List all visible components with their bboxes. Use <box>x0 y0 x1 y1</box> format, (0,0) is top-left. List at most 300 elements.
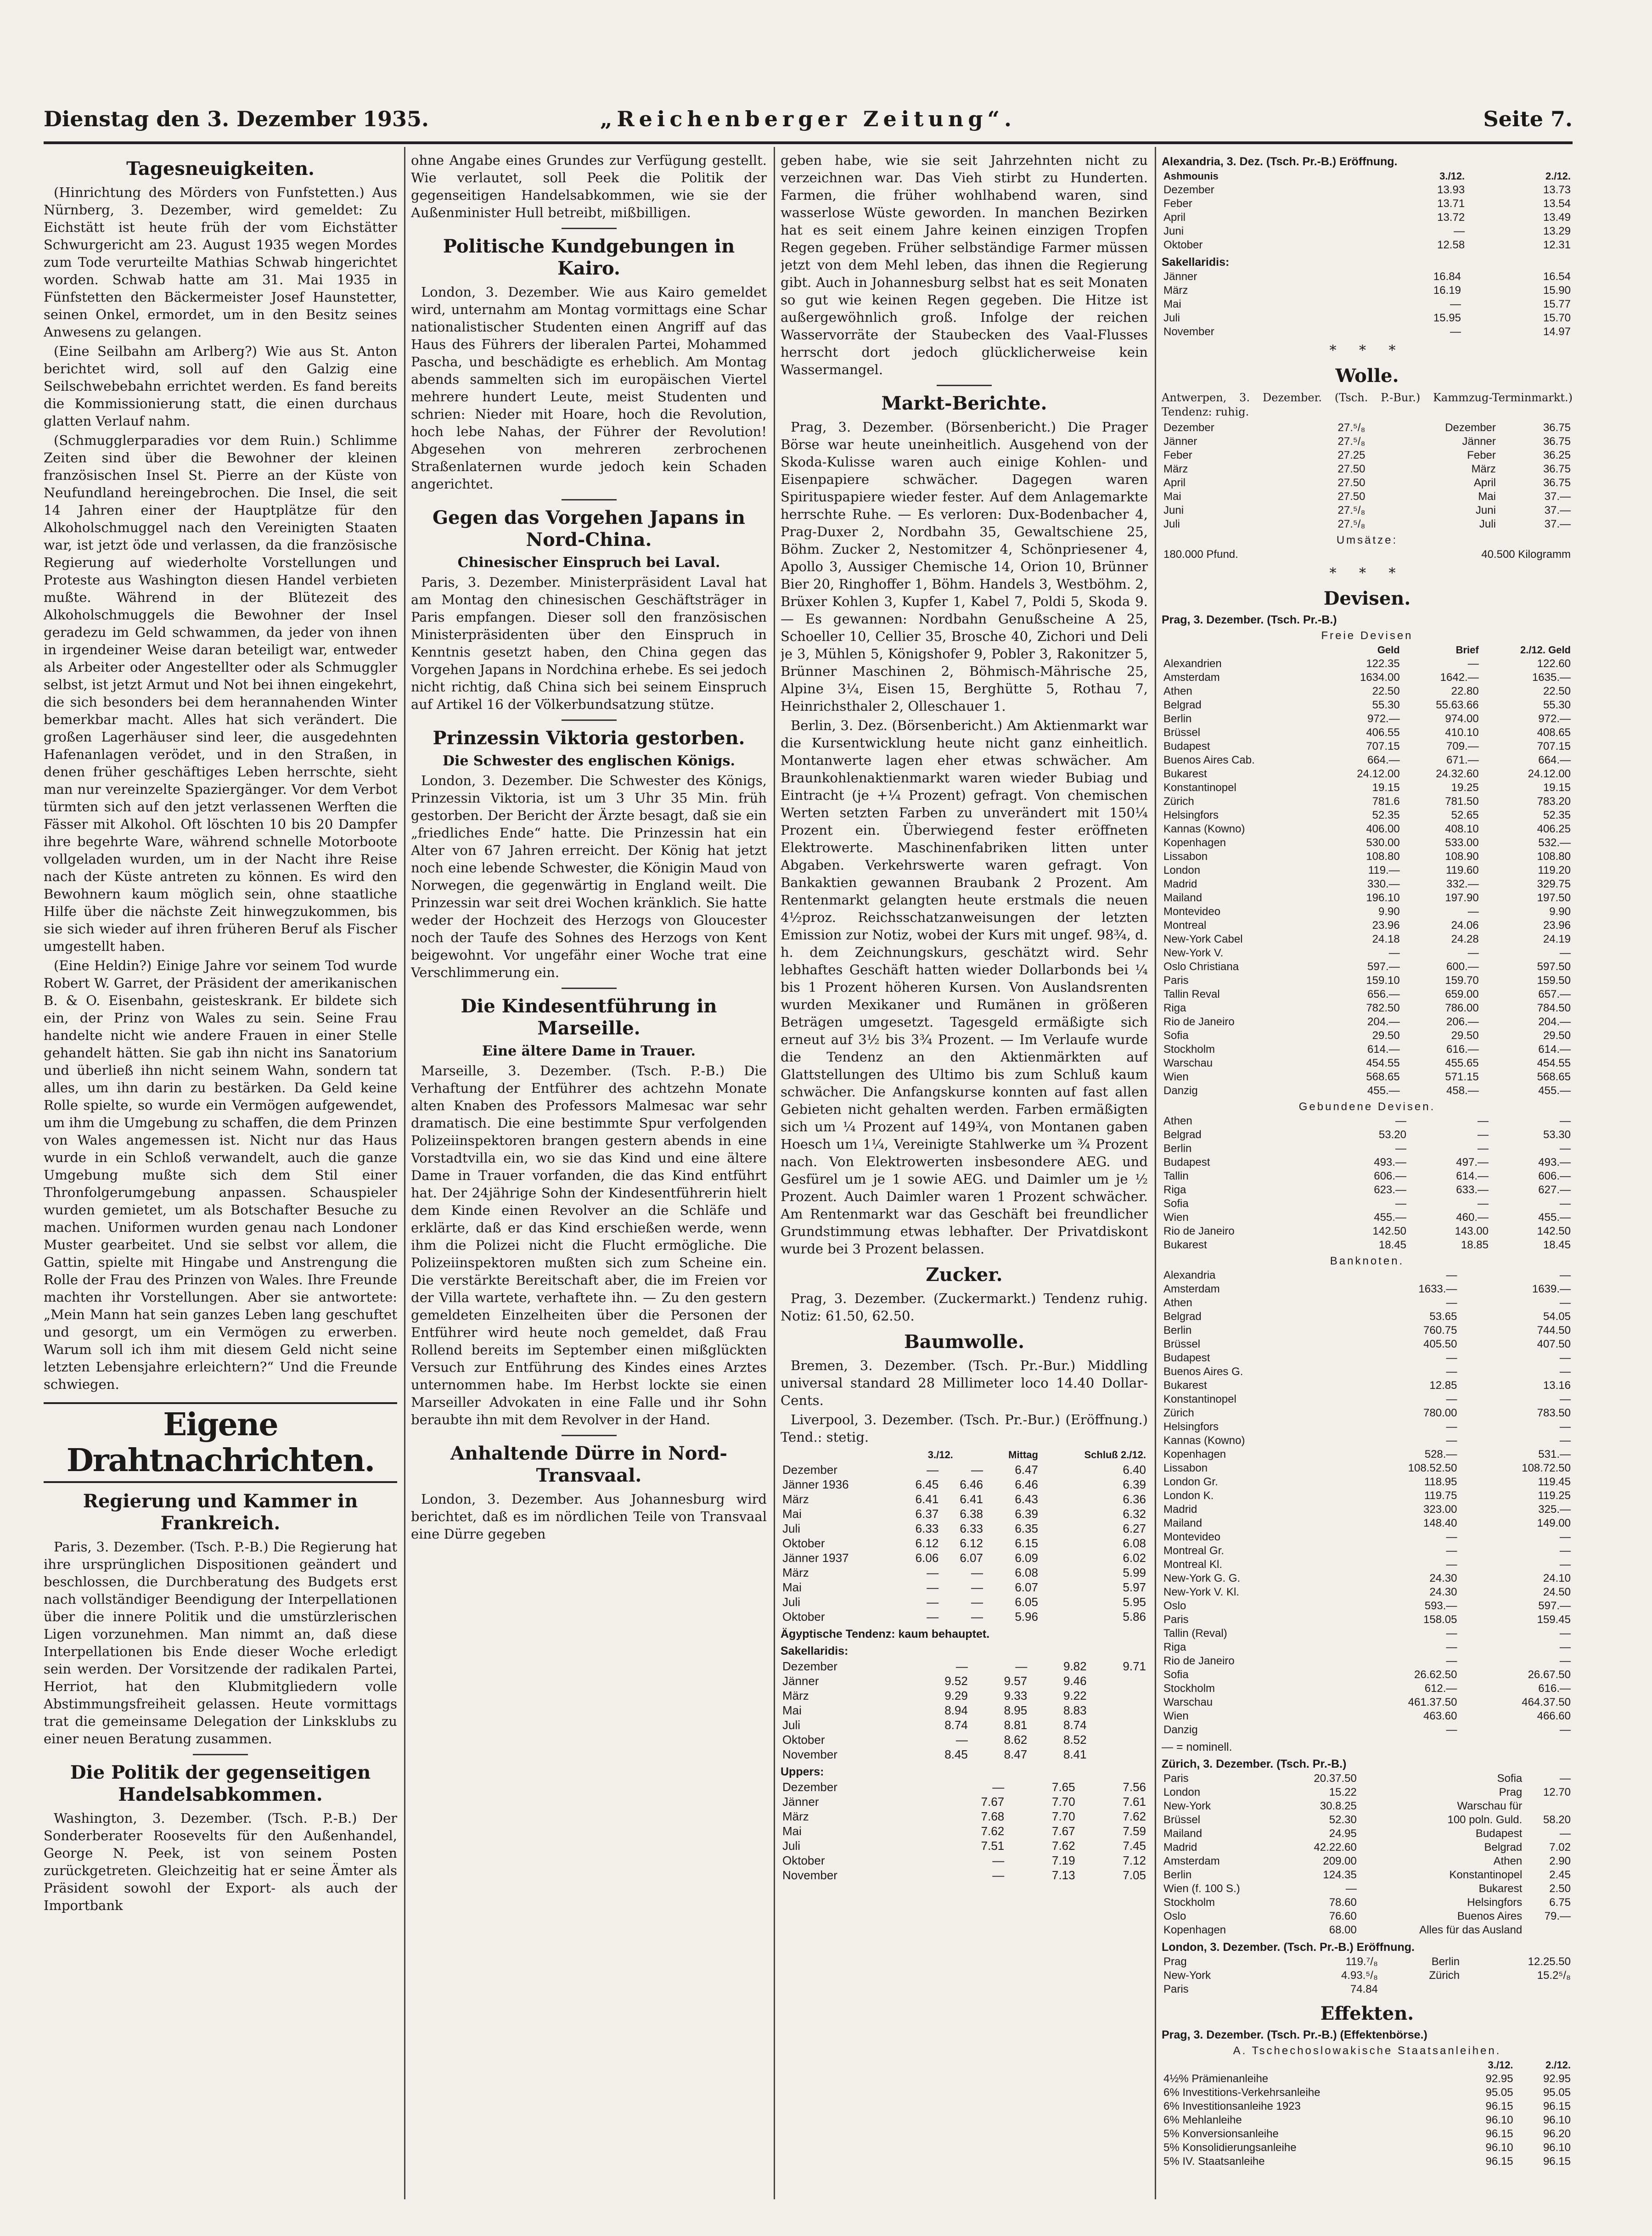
table-row <box>1162 311 1573 325</box>
table-row <box>1162 1056 1573 1070</box>
market-report: Antwerpen, 3. Dezember. (Tsch. P.-Bur.) Kammzug-Terminmarkt.) Tendenz: ruhig. <box>1162 391 1573 418</box>
table-cell: 8.95 <box>1004 1703 1028 1717</box>
table-cell: 7.67 <box>981 1795 1005 1809</box>
table-cell: 460.— <box>1456 1211 1489 1224</box>
table-cell: — <box>1560 1827 1571 1840</box>
table-row <box>1162 1461 1573 1475</box>
row-label: März <box>782 1809 809 1823</box>
table-row <box>1162 1654 1573 1668</box>
table-subheading: Uppers: <box>781 1765 824 1778</box>
table-cell: 597.— <box>1538 1600 1571 1612</box>
table-cell: 7.68 <box>981 1809 1005 1823</box>
table-cell: 52.35 <box>1372 809 1400 821</box>
table-row <box>1162 1882 1573 1896</box>
row-label: Danzig <box>1163 1724 1198 1736</box>
table-cell: — <box>1395 1197 1406 1210</box>
row-label: Konstantinopel <box>1163 1393 1236 1405</box>
table-cell: 26.67.50 <box>1528 1669 1571 1681</box>
article-headline: Anhaltende Dürre in Nord-Transvaal. <box>450 1443 728 1486</box>
table-row <box>1162 1084 1573 1098</box>
table-cell: 22.50 <box>1543 685 1571 697</box>
table-row <box>1162 726 1573 740</box>
row-label: Zürich <box>1163 1407 1194 1419</box>
row-label: Dezember <box>1163 184 1214 196</box>
table-cell: 407.50 <box>1537 1338 1571 1350</box>
row-label: Oktober <box>782 1610 825 1624</box>
table-cell: 780.00 <box>1423 1407 1457 1419</box>
row-label: Montevideo <box>1163 1531 1221 1543</box>
table-row <box>1162 1599 1573 1613</box>
table-cell: 7.02 <box>1549 1841 1571 1854</box>
table-cell: 24.30 <box>1429 1572 1457 1584</box>
table-cell: 9.46 <box>1063 1674 1087 1688</box>
table-cell: — <box>1560 947 1571 959</box>
table-cell: 8.41 <box>1063 1747 1087 1761</box>
table-cell: 6.37 <box>915 1507 939 1521</box>
table-row <box>1162 1197 1573 1211</box>
table-cell: 76.60 <box>1329 1910 1357 1922</box>
table-cell: 196.10 <box>1366 892 1400 904</box>
table-cell: 528.— <box>1424 1448 1457 1461</box>
market-report: Prag, 3. Dezember. (Zuckermarkt.) Tendenz ruhig. Notiz: 61.50, 62.50. <box>781 1291 1148 1324</box>
table-cell: 454.55 <box>1537 1057 1571 1069</box>
table-cell: 158.05 <box>1423 1613 1457 1626</box>
table-row <box>781 1824 1148 1838</box>
row-label: Belgrad <box>1163 1129 1202 1141</box>
table-cell: 6.07 <box>1015 1580 1038 1594</box>
table-row <box>781 1780 1148 1794</box>
table-cell: 623.— <box>1374 1184 1406 1196</box>
table-cell: 5.96 <box>1015 1610 1038 1624</box>
table-cell: 455.65 <box>1445 1057 1479 1069</box>
table-cell: 325.— <box>1538 1503 1571 1516</box>
table-cell: 30.8.25 <box>1320 1800 1357 1812</box>
table-cell: 614.— <box>1456 1170 1489 1182</box>
table-cell: — <box>1560 1724 1571 1736</box>
table-cell: 13.93 <box>1437 184 1465 196</box>
page-header <box>44 107 1573 139</box>
row-label: Sofia <box>1163 1669 1189 1681</box>
table-cell: 466.60 <box>1537 1710 1571 1722</box>
row-label: London <box>1163 864 1201 876</box>
row-label: Budapest <box>1163 1156 1210 1169</box>
table-row <box>1162 1969 1573 1983</box>
table-cell: 18.45 <box>1543 1239 1571 1251</box>
table-cell: 8.45 <box>944 1747 968 1761</box>
column-header: 2./12. <box>1545 2059 1571 2071</box>
table-cell: 27.⁵/₈ <box>1337 518 1365 530</box>
row-label: Kopenhagen <box>1163 837 1226 849</box>
table-row <box>1162 1156 1573 1169</box>
table-cell: 79.— <box>1544 1910 1571 1922</box>
table-cell: — <box>1446 1393 1457 1405</box>
table-cell: 92.95 <box>1543 2073 1571 2085</box>
table-cell: 119.⁷/₈ <box>1345 1955 1378 1968</box>
table-row <box>1162 1310 1573 1324</box>
table-row <box>1162 1029 1573 1043</box>
table-cell: 5.99 <box>1123 1566 1146 1579</box>
table-cell: 1639.— <box>1532 1283 1571 1295</box>
table-row <box>1162 517 1573 531</box>
row-label: Oktober <box>782 1854 825 1867</box>
table-cell: 16.84 <box>1433 270 1461 283</box>
table-row <box>1162 2155 1573 2169</box>
table-cell: 616.— <box>1538 1682 1571 1695</box>
article-paragraph: geben habe, wie sie seit Jahrzehnten nicht zu verzeichnen war. Das Vieh stirbt zu Hunderten. Farmen, die früher wohlhabend waren, sind wasserlose Wüste geworden. In manchen Bezirken hat es seit einem Jahre keinen einzigen Tropfen Regen gegeben. Früher selbständige Farmer müssen jetzt von dem Mehl leben, das ihnen die Regierung gibt. Auch in Johannesburg selbst hat es seit Monaten so gut wie keinen Regen gegeben. Die Hitze ist außergewöhnlich groß. Infolge der reichen Wasservorräte der Staubecken des Vaal-Flusses herrscht dort jedoch glücklicherweise kein Wassermangel. <box>781 152 1148 377</box>
table-cell: 627.— <box>1538 1184 1571 1196</box>
table-cell: 96.20 <box>1543 2128 1571 2140</box>
table-cell: 29.50 <box>1543 1029 1571 1042</box>
table-cell: 7.59 <box>1123 1824 1146 1838</box>
table-cell: 786.00 <box>1445 1002 1479 1014</box>
divider <box>937 385 992 386</box>
table-cell: 7.62 <box>1052 1839 1075 1853</box>
table-cell: 55.63.66 <box>1436 699 1479 711</box>
table-cell: 4.93.⁵/₈ <box>1341 1969 1378 1982</box>
table-cell: 96.10 <box>1485 2114 1513 2126</box>
table-cell: 532.— <box>1538 837 1571 849</box>
table-cell: 9.82 <box>1063 1659 1087 1673</box>
table-cell: Feber <box>1467 449 1496 461</box>
row-label: Mai <box>782 1824 802 1838</box>
row-label: Buenos Aires Cab. <box>1163 754 1255 766</box>
table-cell: 68.00 <box>1329 1924 1357 1936</box>
table-row <box>1162 1896 1573 1910</box>
wolle-table <box>1162 421 1573 531</box>
table-cell: 612.— <box>1424 1682 1457 1695</box>
table-cell: — <box>1560 1531 1571 1543</box>
table-cell: 455.— <box>1374 1211 1406 1224</box>
row-label: Jänner <box>782 1795 819 1809</box>
row-label: Oktober <box>1163 239 1203 251</box>
table-row <box>781 1506 1148 1521</box>
table-header-row <box>781 1448 1148 1462</box>
table-cell: 27.⁵/₈ <box>1337 435 1365 448</box>
table-cell: 24.30 <box>1429 1586 1457 1598</box>
table-cell: — <box>1467 947 1479 959</box>
section-heading: Tagesneuigkeiten. <box>126 158 315 180</box>
table-cell: 332.— <box>1446 878 1479 890</box>
table-cell: 6.46 <box>1015 1478 1038 1491</box>
table-row <box>1162 1043 1573 1056</box>
table-cell: — <box>992 1854 1005 1867</box>
row-label: Madrid <box>1163 1841 1197 1854</box>
table-cell: 24.32.60 <box>1436 768 1479 780</box>
table-cell: Budapest <box>1475 1827 1523 1840</box>
divider <box>193 1754 248 1755</box>
table-row <box>1162 864 1573 877</box>
table-cell: — <box>1560 1142 1571 1155</box>
table-row <box>1162 781 1573 795</box>
table-cell: 7.61 <box>1123 1795 1146 1809</box>
table-row <box>1162 1142 1573 1156</box>
table-cell: — <box>1446 1545 1457 1557</box>
row-label: Wien <box>1163 1071 1189 1083</box>
table-cell <box>1524 1799 1573 1813</box>
table-cell: 7.62 <box>981 1824 1005 1838</box>
row-label: Berlin <box>1163 1869 1192 1881</box>
table-row <box>1162 712 1573 726</box>
table-row <box>1162 919 1573 933</box>
table-cell: — <box>1446 1421 1457 1433</box>
table-cell: 22.80 <box>1451 685 1479 697</box>
row-label: Feber <box>1163 449 1192 461</box>
table-cell: 6.06 <box>915 1551 939 1565</box>
article-headline: Regierung und Kammer in Frankreich. <box>83 1490 358 1534</box>
table-cell: Jänner <box>1462 435 1496 448</box>
row-label: Kannas (Kowno) <box>1163 823 1245 835</box>
column-header: 2./12. Geld <box>1520 644 1571 656</box>
table-row <box>1162 946 1573 960</box>
table-cell: 2.50 <box>1549 1882 1571 1895</box>
table-cell: 8.94 <box>944 1703 968 1717</box>
table-cell: 142.50 <box>1537 1225 1571 1237</box>
table-cell: — <box>1477 1129 1489 1141</box>
row-label: New-York V. Kl. <box>1163 1586 1239 1598</box>
row-label: Tallin <box>1163 1170 1189 1182</box>
table-cell: — <box>1560 1641 1571 1653</box>
table-cell: 27.50 <box>1337 490 1365 503</box>
row-label: November <box>1163 326 1214 338</box>
table-cell: — <box>971 1595 983 1609</box>
row-label: Helsingfors <box>1163 1421 1219 1433</box>
table-cell: — <box>1446 1434 1457 1447</box>
table-cell: — <box>927 1580 939 1594</box>
row-label: Jänner 1936 <box>782 1478 849 1491</box>
ashmounis-table <box>1162 169 1573 252</box>
table-cell: 323.00 <box>1423 1503 1457 1516</box>
table-row <box>1162 1983 1573 1996</box>
table-row <box>1162 1211 1573 1225</box>
table-row <box>781 1521 1148 1536</box>
table-cell: 408.10 <box>1445 823 1479 835</box>
table-cell: 6.38 <box>960 1507 983 1521</box>
table-cell: 143.00 <box>1455 1225 1489 1237</box>
row-label: Rio de Janeiro <box>1163 1016 1235 1028</box>
table-cell: 1634.00 <box>1360 671 1400 684</box>
row-label: Kopenhagen <box>1163 1448 1226 1461</box>
table-header-row <box>1162 169 1573 183</box>
table-cell: 497.— <box>1456 1156 1489 1169</box>
table-cell: 972.— <box>1367 713 1400 725</box>
row-label: Zürich <box>1163 795 1194 808</box>
table-row <box>1162 753 1573 767</box>
zurich-table <box>1162 1772 1573 1937</box>
table-cell: — <box>927 1463 939 1477</box>
table-row <box>1162 435 1573 449</box>
table-row <box>1162 836 1573 850</box>
table-row <box>781 1595 1148 1609</box>
table-cell: 23.96 <box>1543 919 1571 932</box>
table-cell: 12.25.50 <box>1528 1955 1571 1968</box>
table-cell: 119.45 <box>1538 1476 1571 1488</box>
table-cell: 6.08 <box>1015 1566 1038 1579</box>
table-row <box>1162 1772 1573 1786</box>
row-label: Juni <box>1163 225 1184 237</box>
table-cell: 6.32 <box>1123 1507 1146 1521</box>
table-row <box>781 1853 1148 1868</box>
table-cell: März <box>1471 463 1496 475</box>
table-cell: 27.50 <box>1337 463 1365 475</box>
market-heading: Wolle. <box>1335 365 1399 387</box>
table-cell: 406.55 <box>1366 726 1400 739</box>
table-row <box>1162 1827 1573 1841</box>
table-cell: Athen <box>1493 1855 1523 1867</box>
row-label: Paris <box>1163 974 1189 987</box>
table-cell: 96.15 <box>1485 2155 1513 2168</box>
table-cell: 7.62 <box>1123 1809 1146 1823</box>
table-row <box>781 1580 1148 1595</box>
row-label: Kannas (Kowno) <box>1163 1434 1245 1447</box>
table-row <box>1162 1868 1573 1882</box>
table-cell: 149.00 <box>1537 1517 1571 1529</box>
table-cell: — <box>1560 1269 1571 1281</box>
table-row <box>1162 1585 1573 1599</box>
table-subheading: Umsätze: <box>1336 534 1398 546</box>
table-row <box>1162 1070 1573 1084</box>
table-row <box>1162 1799 1573 1813</box>
table-cell: 96.10 <box>1543 2141 1571 2154</box>
table-row <box>1162 1854 1573 1868</box>
table-row <box>1162 211 1573 225</box>
table-row <box>781 1536 1148 1551</box>
row-label: Madrid <box>1163 1503 1197 1516</box>
table-cell: 197.50 <box>1537 892 1571 904</box>
table-cell: 53.20 <box>1378 1129 1406 1141</box>
table-cell: 206.— <box>1446 1016 1479 1028</box>
table-cell: 16.54 <box>1543 270 1571 283</box>
table-cell: — <box>1446 1627 1457 1640</box>
table-cell: 6.12 <box>960 1536 983 1550</box>
table-cell: 24.18 <box>1372 933 1400 945</box>
column-2 <box>411 152 767 2190</box>
table-cell: 1633.— <box>1418 1283 1457 1295</box>
row-label: Berlin <box>1163 1142 1192 1155</box>
table-cell: 6.46 <box>960 1478 983 1491</box>
article-headline: Prinzessin Viktoria gestorben. <box>433 727 745 749</box>
table-cell: 597.50 <box>1537 961 1571 973</box>
table-cell: 972.— <box>1538 713 1571 725</box>
table-cell: 455.— <box>1538 1084 1571 1097</box>
row-label: Juli <box>1163 518 1180 530</box>
table-cell: 180.000 Pfund. <box>1163 548 1238 561</box>
table-row <box>1162 1640 1573 1654</box>
row-label: Lissabon <box>1163 1462 1208 1474</box>
table-cell: 13.16 <box>1543 1379 1571 1392</box>
header-rule <box>44 141 1573 144</box>
row-label: Lissabon <box>1163 850 1208 863</box>
row-label: Juli <box>782 1839 801 1853</box>
table-subheading: Sakellaridis: <box>781 1645 848 1657</box>
table-cell: 119.— <box>1368 864 1400 876</box>
table-cell: 9.57 <box>1004 1674 1028 1688</box>
table-subheading: Sakellaridis: <box>1162 256 1230 269</box>
table-cell: 6.07 <box>960 1551 983 1565</box>
table-cell: 7.67 <box>1052 1824 1075 1838</box>
table-row <box>781 1732 1148 1747</box>
table-cell: 18.85 <box>1461 1239 1489 1251</box>
table-cell: 204.— <box>1367 1016 1400 1028</box>
row-label: Jänner <box>1163 435 1197 448</box>
table-row <box>1162 1572 1573 1585</box>
article-paragraph: (Schmugglerparadies vor dem Ruin.) Schlimme Zeiten sind über die Bewohner der kleinen französischen Insel St. Pierre an der Küste von Neufundland hereingebrochen. Die Insel, die seit 14 Jahren einer der Hauptplätze für den Alkoholschmuggel nach den Vereinigten Staaten war, ist jetzt öde und verlassen, da die französische Regierung auf wiederholte Vorstellungen und Proteste aus Washington diesen Handel verbieten mußte. Während in der Blütezeit des Alkoholschmuggels die Bewohner der Insel geradezu im Geld schwammen, da jeder von ihnen in irgendeiner Weise daran beteiligt war, entweder als Arbeiter oder Angestellter oder als Schmuggler selbst, ist jetzt Armut und Not bei ihnen eingekehrt, die sich besonders bei dem herannahenden Winter bemerkbar macht. Alles hat sich verändert. Die großen Lagerhäuser sind leer, die ausgedehnten Hafenanlagen verödet, und in den Straßen, in denen früher geschäftiges Leben herrschte, sieht man nur vereinzelte Spaziergänger. Vor dem Verbot türmten sich auf den jetzt verlassenen Werften die Fässer mit Alkohol. Oft löschten 10 bis 20 Dampfer ihre begehrte Ware, während schnelle Motorboote vollgeladen wurden, um in der Nacht ihre Reise nach der Küste antreten zu können. Es wird den Bewohnern kaum möglich sein, ohne staatliche Hilfe über die nächste Zeit hinwegzukommen, bis sie sich wieder auf ihren früheren Beruf als Fischer umgestellt haben. <box>44 433 397 954</box>
row-label: 6% Mehlanleihe <box>1163 2114 1242 2126</box>
row-label: Mailand <box>1163 1517 1202 1529</box>
column-header: 3./12. <box>927 1449 953 1461</box>
table-cell: 9.52 <box>944 1674 968 1688</box>
row-label: Mai <box>782 1507 802 1521</box>
row-label: April <box>1163 211 1186 224</box>
row-label: März <box>782 1689 809 1702</box>
table-cell: 633.— <box>1456 1184 1489 1196</box>
table-row <box>781 1674 1148 1688</box>
table-cell: 9.90 <box>1549 905 1571 918</box>
table-cell: 15.22 <box>1329 1786 1357 1798</box>
table-row <box>1162 421 1573 435</box>
table-cell: 6.12 <box>915 1536 939 1550</box>
table-cell: 464.37.50 <box>1522 1696 1571 1708</box>
table-cell: Alles für das Ausland <box>1419 1924 1523 1936</box>
table-cell <box>1461 1983 1573 1996</box>
row-label: New-York <box>1163 1969 1211 1982</box>
table-cell: 95.05 <box>1543 2086 1571 2099</box>
table-row <box>1162 2072 1573 2086</box>
table-row <box>1162 2086 1573 2100</box>
table-cell: 2.90 <box>1549 1855 1571 1867</box>
row-label: 6% Investitionsanleihe 1923 <box>1163 2100 1301 2112</box>
column-header: 3./12. <box>1439 170 1465 182</box>
table-cell: 7.70 <box>1052 1795 1075 1809</box>
table-cell: 6.05 <box>1015 1595 1038 1609</box>
table-row <box>1162 877 1573 891</box>
row-label: Mailand <box>1163 1827 1202 1840</box>
table-cell: 9.90 <box>1378 905 1400 918</box>
table-cell: 22.50 <box>1372 685 1400 697</box>
row-label: Riga <box>1163 1641 1186 1653</box>
table-row <box>1162 462 1573 476</box>
table-cell: 24.28 <box>1451 933 1479 945</box>
row-label: Stockholm <box>1163 1043 1215 1056</box>
row-label: Amsterdam <box>1163 671 1220 684</box>
table-cell: 659.00 <box>1445 988 1479 1000</box>
table-cell: — <box>1446 1724 1457 1736</box>
article-subheadline: Eine ältere Dame in Trauer. <box>482 1043 696 1059</box>
table-row <box>1162 2127 1573 2141</box>
row-label: London K. <box>1163 1489 1214 1502</box>
table-cell: 96.10 <box>1543 2114 1571 2126</box>
table-row <box>781 1565 1148 1580</box>
gebundene-table <box>1162 1114 1573 1252</box>
table-row <box>1162 1393 1573 1406</box>
table-cell: 455.— <box>1367 1084 1400 1097</box>
row-label: Kopenhagen <box>1163 1924 1226 1936</box>
table-row <box>1162 1269 1573 1282</box>
table-row <box>1162 960 1573 974</box>
table-cell: 36.75 <box>1543 463 1571 475</box>
row-label: Montevideo <box>1163 905 1221 918</box>
table-cell: — <box>1467 905 1479 918</box>
table-cell: 12.85 <box>1429 1379 1457 1392</box>
table-row <box>1162 1434 1573 1448</box>
row-label: Tallin (Reval) <box>1163 1627 1227 1640</box>
table-row <box>781 1747 1148 1762</box>
market-heading: Zucker. <box>926 1264 1003 1286</box>
table-cell: 709.— <box>1446 740 1479 753</box>
row-label: Dezember <box>782 1463 837 1477</box>
row-label: Stockholm <box>1163 1896 1215 1909</box>
table-cell: 782.50 <box>1366 1002 1400 1014</box>
table-cell: 24.50 <box>1543 1586 1571 1598</box>
